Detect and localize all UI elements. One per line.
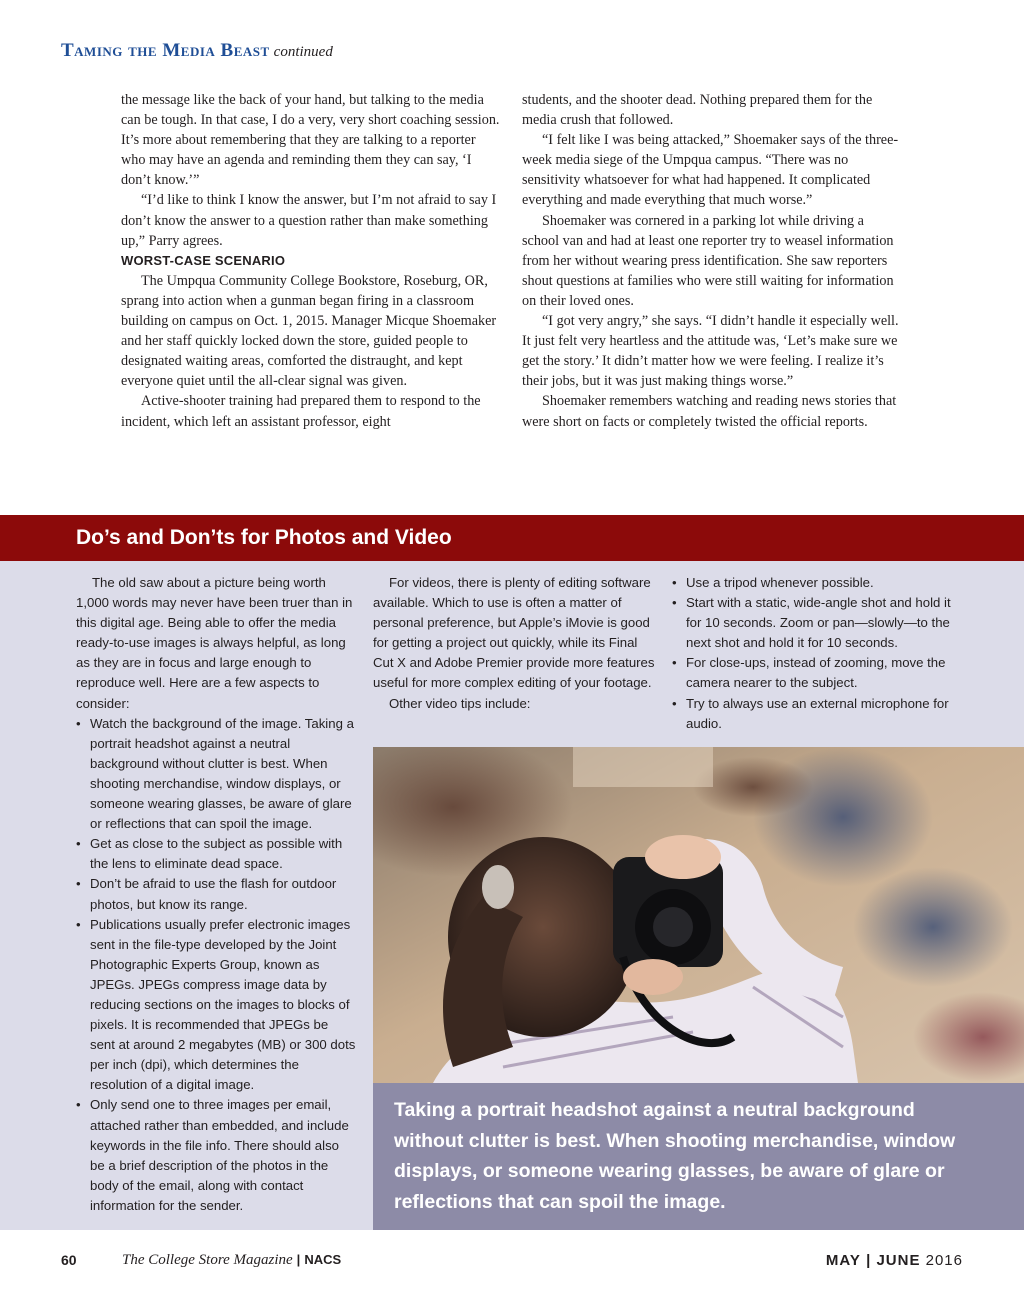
list-item: • Watch the background of the image. Taking a portrait headshot against a neutral background without clutter is best. When shooting merchandise, window displays, or someone wearing glasses, be aware of glare or reflections that can spoil the image.	[76, 714, 356, 835]
list-item: • Only send one to three images per email, attached rather than embedded, and include keywords in the file info. There should also be a brief description of the photos in the body of the email, along with contact information for the sender.	[76, 1095, 356, 1216]
list-item: • Start with a static, wide-angle shot and hold it for 10 seconds. Zoom or pan—slowly—to the next shot and hold it for 10 seconds.	[672, 593, 952, 653]
issue-date-separator: |	[866, 1252, 872, 1269]
list-item: • Publications usually prefer electronic images sent in the file-type developed by the Joint Photographic Experts Group, known as JPEGs. JPEGs compress image data by reducing sections on the images to blocks of pixels. It is recommended that JPEGs be sent at around 2 megabytes (MB) or 300 dots per inch (dpi), which determines the resolution of a digital image.	[76, 915, 356, 1096]
sidebar-paragraph: Other video tips include:	[389, 695, 531, 711]
video-tips-list	[672, 573, 952, 734]
article-paragraph: the message like the back of your hand, but talking to the media can be tough. In that case, I do a very, very short coaching session. It’s more about remembering that they are talking to a reporter who may have an agenda and reminding them they can say, ‘I don’t know.’”	[121, 92, 500, 189]
issue-date	[826, 1252, 963, 1269]
sidebar-column-1	[76, 573, 356, 1216]
article-paragraph: The Umpqua Community College Bookstore, Roseburg, OR, sprang into action when a gunman began firing in a classroom building on campus on Oct. 1, 2015. Manager Micque Shoemaker and her staff quickly locked down the store, guided people to designated waiting areas, comforted the distraught, and kept everyone quiet until the all-clear signal was given.	[121, 272, 497, 390]
footer-separator: |	[296, 1252, 301, 1267]
article-paragraph: students, and the shooter dead. Nothing prepared them for the media crush that followed.	[522, 92, 873, 129]
sidebar-header	[0, 515, 1024, 561]
article-column-2	[522, 90, 904, 432]
running-head-continued: continued	[273, 44, 333, 60]
footer-publication	[122, 1252, 341, 1269]
sidebar-intro: The old saw about a picture being worth 1,000 words may never have been truer than in this digital age. Being able to offer the media ready-to-use images is always helpful, as long as they are in focus and large enough to reproduce well. Here are a few aspects to consider:	[76, 575, 353, 711]
sidebar-bullet-list	[76, 714, 356, 1216]
sidebar-column-2	[373, 573, 655, 714]
list-item: • Use a tripod whenever possible.	[672, 573, 952, 593]
running-head-title: Taming the Media Beast	[61, 40, 270, 61]
list-item: • Get as close to the subject as possible with the lens to eliminate dead space.	[76, 834, 356, 874]
article-paragraph: “I felt like I was being attacked,” Shoemaker says of the three-week media siege of the Umpqua campus. “There was no sensitivity whatsoever for what had happened. It complicated everything and made everything that much worse.”	[522, 132, 899, 209]
list-item: • For close-ups, instead of zooming, move the camera nearer to the subject.	[672, 653, 952, 693]
magazine-name: The College Store Magazine	[122, 1252, 293, 1268]
issue-year: 2016	[925, 1252, 963, 1269]
section-subhead: WORST-CASE SCENARIO	[121, 252, 286, 268]
list-item: • Try to always use an external microphone for audio.	[672, 694, 952, 734]
sidebar-column-3	[672, 573, 952, 734]
running-head	[61, 40, 333, 62]
article-paragraph: Shoemaker remembers watching and reading news stories that were short on facts or completely twisted the official reports.	[522, 393, 897, 430]
photo-caption-box	[373, 1083, 1024, 1230]
article-paragraph: Shoemaker was cornered in a parking lot while driving a school van and had at least one reporter try to weasel information from her without wearing press identification. She saw reporters shout questions at families who were still waiting for information on their loved ones.	[522, 212, 894, 309]
issue-month-1: MAY	[825, 1252, 861, 1269]
article-paragraph: “I got very angry,” she says. “I didn’t handle it especially well. It just felt very heartless and the attitude was, ‘Let’s make sure we get the story.’ It didn’t matter how we were feeling. I realize it’s their jobs, but it was just making things worse.”	[522, 313, 899, 390]
sidebar-paragraph: For videos, there is plenty of editing software available. Which to use is often a matter of personal preference, but Apple’s iMovie is good for getting a project out quickly, while its Final Cut X and Adobe Premier provide more features useful for more complex editing of your footage.	[373, 575, 655, 691]
photo-caption: Taking a portrait headshot against a neutral background without clutter is best. When shooting merchandise, window displays, or someone wearing glasses, be aware of glare or reflections that can spoil the image.	[394, 1099, 956, 1213]
page-number: 60	[61, 1252, 77, 1268]
footer-org: NACS	[304, 1252, 342, 1267]
list-item: • Don’t be afraid to use the flash for outdoor photos, but know its range.	[76, 874, 356, 914]
issue-month-2: JUNE	[876, 1252, 921, 1269]
article-paragraph: “I’d like to think I know the answer, but I’m not afraid to say I don’t know the answer to a question rather than make something up,” Parry agrees.	[121, 192, 497, 249]
sidebar-title: Do’s and Don’ts for Photos and Video	[76, 526, 452, 549]
article-paragraph: Active-shooter training had prepared them to respond to the incident, which left an assistant professor, eight	[121, 393, 481, 430]
article-column-1	[121, 90, 503, 432]
photo-woman-with-camera	[373, 747, 1024, 1083]
